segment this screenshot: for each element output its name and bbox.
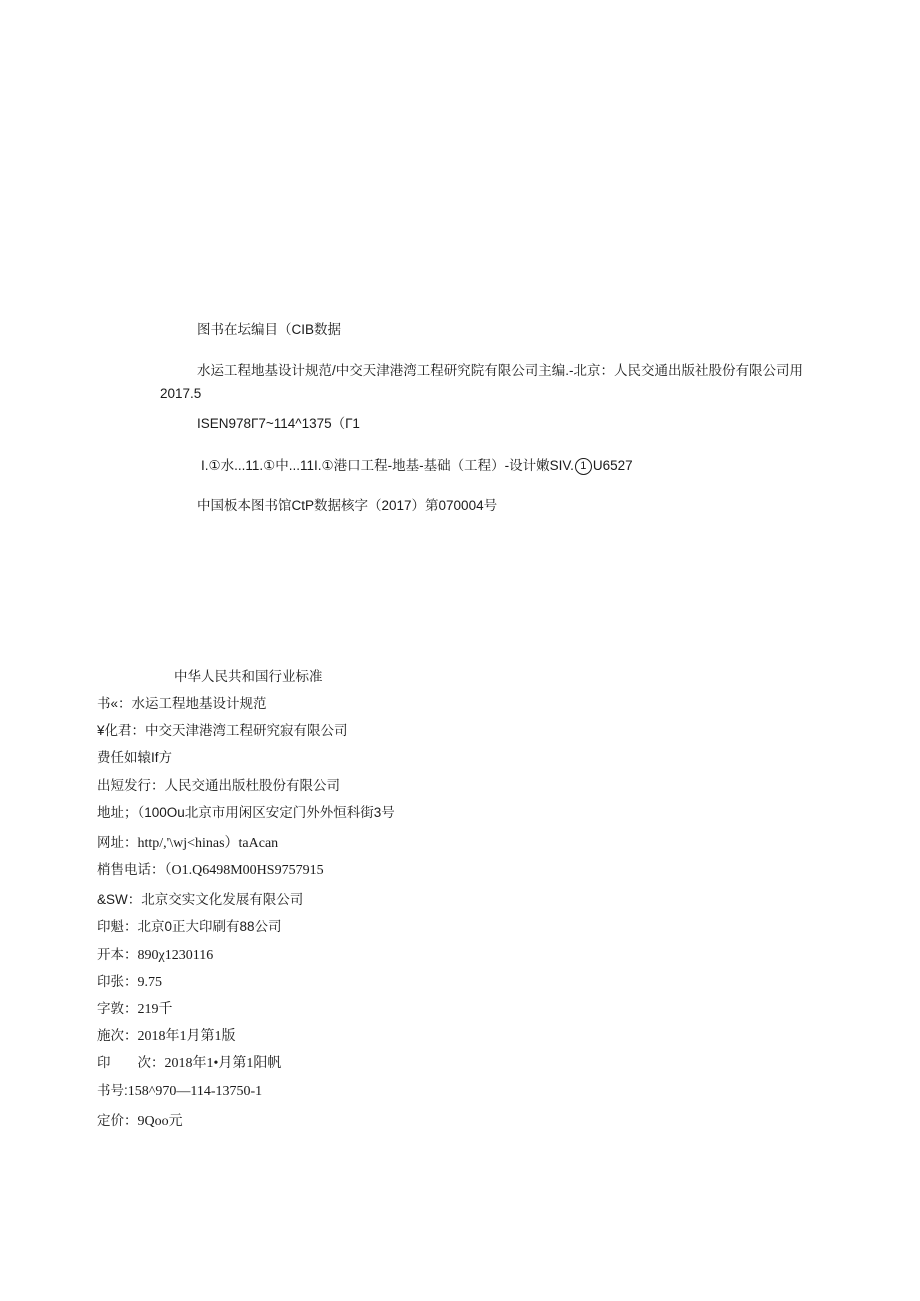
colophon-value: 9Qoo元 bbox=[137, 1114, 183, 1129]
cip-notice: 中国板本图书馆CtP数据核字（2017）第070004号 bbox=[197, 498, 498, 513]
colophon-label: 书«： bbox=[97, 696, 132, 711]
cip-isbn: ISEN978Г7~114^1375（Г1 bbox=[197, 416, 360, 431]
cip-subject-part-a: I.①水...11.①中...11I.①港口工程-地基-基础（工程）-设计嫩SIV. bbox=[201, 458, 574, 474]
colophon-label: ¥化君： bbox=[97, 723, 146, 738]
cip-title: 图书在坛编目（CIB数据 bbox=[197, 322, 342, 337]
colophon-value: 2018年1月第1版 bbox=[137, 1029, 236, 1044]
colophon-label: 书号: bbox=[97, 1083, 128, 1098]
standard-title: 中华人民共和国行业标准 bbox=[174, 669, 323, 684]
colophon-label: &SW： bbox=[97, 892, 142, 907]
colophon-label: 出短发行： bbox=[97, 778, 165, 793]
colophon-value: If方 bbox=[151, 750, 173, 765]
colophon-row-responsible-editor bbox=[97, 750, 172, 766]
colophon-label: 印魁： bbox=[97, 919, 138, 934]
colophon-row-sales-phone bbox=[97, 862, 324, 879]
colophon-value: 北京交实文化发展有限公司 bbox=[141, 892, 304, 907]
colophon-row-sheets bbox=[97, 974, 162, 991]
colophon-label: 地址； bbox=[97, 805, 138, 820]
colophon-row-printer bbox=[97, 919, 282, 935]
colophon-row-publisher bbox=[97, 778, 340, 794]
colophon-label: 施次： bbox=[97, 1028, 138, 1043]
cip-subject-part-b: U6527 bbox=[592, 458, 633, 474]
colophon-value: http/,'\wj<hinas）taAcan bbox=[137, 836, 279, 851]
colophon-value: 158^970—114-13750-1 bbox=[127, 1084, 263, 1099]
colophon-row-book-name bbox=[97, 696, 267, 712]
colophon-row-distributor bbox=[97, 892, 303, 908]
colophon-row-format bbox=[97, 947, 213, 964]
colophon-row-edition bbox=[97, 1028, 236, 1045]
colophon-row-editor bbox=[97, 723, 348, 739]
colophon-label: 梢售电话： bbox=[97, 862, 165, 877]
colophon-row-website bbox=[97, 835, 278, 852]
colophon-label: 网址： bbox=[97, 835, 138, 850]
circled-number-icon: 1 bbox=[575, 458, 592, 475]
cip-main-line-1: 水运工程地基设计规范/中交天津港湾工程研究院有限公司主编.-北京：人民交通出版社股份有限公司用 bbox=[197, 363, 803, 378]
colophon-row-address bbox=[97, 805, 395, 821]
colophon-value: 2018年1•月第1阳帆 bbox=[164, 1056, 282, 1071]
colophon-row-printing bbox=[97, 1055, 281, 1072]
cip-subject bbox=[201, 458, 633, 475]
colophon-label: 印 次： bbox=[97, 1055, 165, 1070]
colophon-value: （O1.Q6498M00HS9757915 bbox=[164, 863, 324, 878]
colophon-row-price bbox=[97, 1113, 183, 1130]
colophon-row-word-count bbox=[97, 1001, 173, 1018]
colophon-value: 水运工程地基设计规范 bbox=[131, 696, 267, 711]
colophon-label: 印张： bbox=[97, 974, 138, 989]
colophon-value: 219千 bbox=[137, 1002, 173, 1017]
colophon-label: 定价： bbox=[97, 1113, 138, 1128]
colophon-label: 开本： bbox=[97, 947, 138, 962]
colophon-value: 890χ1230116 bbox=[137, 948, 214, 963]
colophon-label: 字敦： bbox=[97, 1001, 138, 1016]
colophon-row-isbn bbox=[97, 1083, 262, 1100]
cip-main-line-2: 2017.5 bbox=[160, 386, 202, 401]
colophon-value: 中交天津港湾工程研究寂有限公司 bbox=[145, 723, 348, 738]
colophon-value: 人民交通出版杜股份有限公司 bbox=[164, 778, 340, 793]
colophon-value: 9.75 bbox=[137, 975, 162, 990]
colophon-value: （100Ou北京市用闲区安定门外外恒科街3号 bbox=[137, 805, 395, 820]
colophon-label: 费任如辕 bbox=[97, 750, 151, 765]
colophon-value: 北京0正大印刷有88公司 bbox=[137, 919, 282, 934]
